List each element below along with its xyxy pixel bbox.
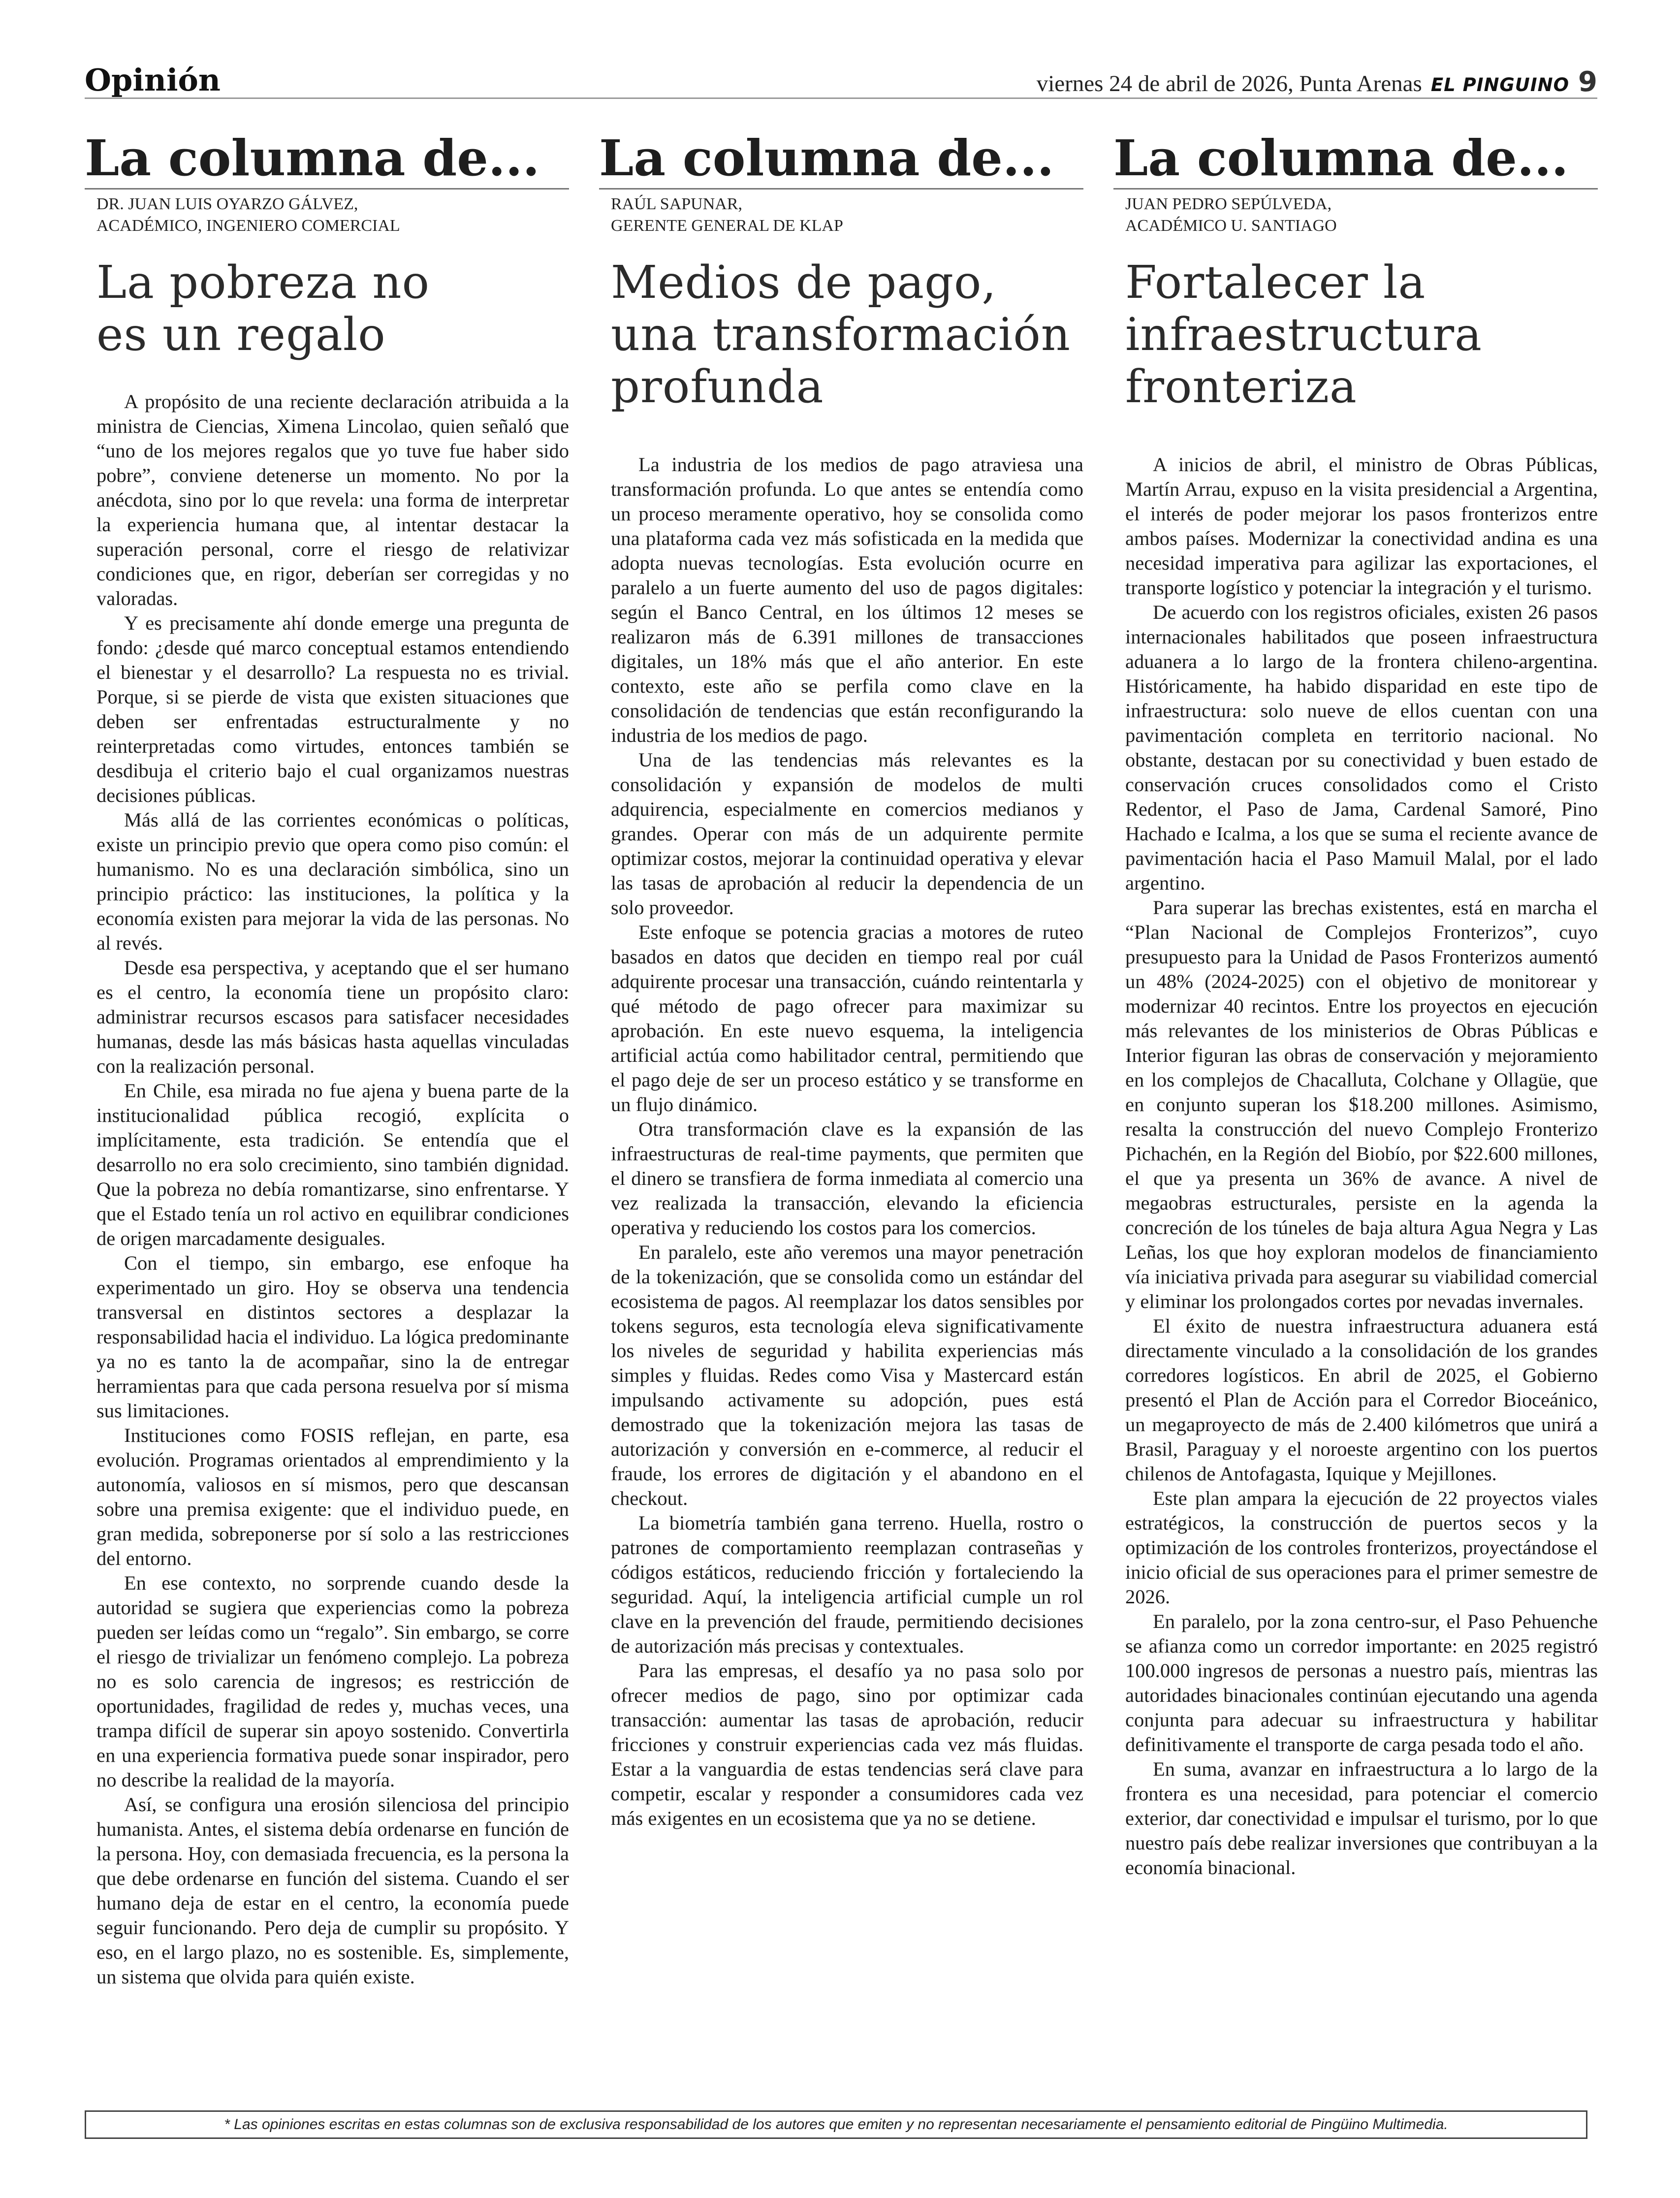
author-role: ACADÉMICO, INGENIERO COMERCIAL bbox=[96, 217, 400, 235]
header-meta bbox=[1037, 66, 1597, 98]
author-byline bbox=[96, 193, 569, 237]
title-line: Fortalecer la bbox=[1125, 256, 1426, 309]
paragraph: En Chile, esa mirada no fue ajena y buena parte de la institucionalidad pública recogió, explícita o implícitamente, esta tradición. Se entendía que el desarrollo no era solo crecimiento, sino también dignidad. Que la pobreza no debía romantizarse, sino enfrentarse. Y que el Estado tenía un rol activo en equilibrar condiciones de origen marcadamente desiguales. bbox=[96, 1080, 569, 1249]
title-line: una transformación bbox=[611, 308, 1071, 361]
paragraph: Este plan ampara la ejecución de 22 proyectos viales estratégicos, la construcción de puertos secos y la optimización de los controles fronterizos, proyectándose el inicio oficial de sus operaciones para el primer semestre de 2026. bbox=[1125, 1487, 1598, 1608]
title-line: es un regalo bbox=[96, 308, 386, 361]
paragraph: Con el tiempo, sin embargo, ese enfoque ha experimentado un giro. Hoy se observa una tendencia transversal en distintos sectores a desplazar la responsabilidad hacia el individuo. La lógica predominante ya no es tanto la de acompañar, sino la de entregar herramientas para que cada persona resuelva por sí misma sus limitaciones. bbox=[96, 1252, 569, 1422]
paragraph: Otra transformación clave es la expansión de las infraestructuras de real-time payments, que permiten que el dinero se transfiera de forma inmediata al comercio una vez realizada la transacción, elevando la eficiencia operativa y reduciendo los costos para los comercios. bbox=[611, 1118, 1083, 1239]
newspaper-logo: EL PINGUINO bbox=[1430, 74, 1570, 96]
article-title bbox=[96, 256, 569, 361]
paragraph: La industria de los medios de pago atraviesa una transformación profunda. Lo que antes se entendía como un proceso meramente operativo, hoy se consolida como una plataforma cada vez más sofisticada en la medida que adopta nuevas tecnologías. Esta evolución ocurre en paralelo a un fuerte aumento del uso de pagos digitales: según el Banco Central, en los últimos 12 meses se realizaron más de 6.391 millones de transacciones digitales, un 18% más que el año anterior. En este contexto, este año se perfila como clave en la consolidación de tendencias que están reconfigurando la industria de los medios de pago. bbox=[611, 453, 1083, 746]
section-title: Opinión bbox=[85, 62, 221, 98]
column-label: La columna de... bbox=[599, 129, 1083, 190]
article-title bbox=[611, 256, 1083, 413]
paragraph: El éxito de nuestra infraestructura aduanera está directamente vinculado a la consolidación de los grandes corredores logísticos. En abril de 2025, el Gobierno presentó el Plan de Acción para el Corredor Bioceánico, un megaproyecto de más de 2.400 kilómetros que unirá a Brasil, Paraguay y el noroeste argentino con los puertos chilenos de Antofagasta, Iquique y Mejillones. bbox=[1125, 1315, 1598, 1485]
title-line: fronteriza bbox=[1125, 360, 1357, 413]
paragraph: Este enfoque se potencia gracias a motores de ruteo basados en datos que deciden en tiempo real por cuál adquirente procesar una transacción, cuándo reintentarla y qué método de pago ofrecer para maximizar su aprobación. En este nuevo esquema, la inteligencia artificial actúa como habilitador central, permitiendo que el pago deje de ser un proceso estático y se transforme en un flujo dinámico. bbox=[611, 921, 1083, 1115]
article-body bbox=[1125, 452, 1598, 1880]
column-label: La columna de... bbox=[1113, 129, 1598, 190]
opinion-column-2 bbox=[599, 129, 1083, 1831]
paragraph: Una de las tendencias más relevantes es la consolidación y expansión de modelos de multi adquirencia, especialmente en comercios medianos y grandes. Operar con más de un adquirente permite optimizar costos, mejorar la continuidad operativa y elevar las tasas de aprobación al reducir la dependencia de un solo proveedor. bbox=[611, 749, 1083, 919]
paragraph: Y es precisamente ahí donde emerge una pregunta de fondo: ¿desde qué marco conceptual estamos entendiendo el bienestar y el desarrollo? La respuesta no es trivial. Porque, si se pierde de vista que existen situaciones que deben ser enfrentadas estructuralmente y no reinterpretadas como virtudes, entonces también se desdibuja el criterio bajo el cual organizamos nuestras decisiones públicas. bbox=[96, 612, 569, 806]
title-line: Medios de pago, bbox=[611, 256, 997, 309]
paragraph: Desde esa perspectiva, y aceptando que el ser humano es el centro, la economía tiene un propósito claro: administrar recursos escasos para satisfacer necesidades humanas, desde las más básicas hasta aquellas vinculadas con la realización personal. bbox=[96, 956, 569, 1077]
title-line: infraestructura bbox=[1125, 308, 1482, 361]
column-label: La columna de... bbox=[85, 129, 569, 190]
opinion-column-1 bbox=[85, 129, 569, 1989]
paragraph: La biometría también gana terreno. Huella, rostro o patrones de comportamiento reemplazan contraseñas y códigos estáticos, reduciendo fricción y fortaleciendo la seguridad. Aquí, la inteligencia artificial cumple un rol clave en la prevención del fraude, permitiendo decisiones de autorización más precisas y contextuales. bbox=[611, 1512, 1083, 1657]
paragraph: En paralelo, por la zona centro-sur, el Paso Pehuenche se afianza como un corredor importante: en 2025 registró 100.000 ingresos de personas a nuestro país, mientras las autoridades binacionales continúan ejecutando una agenda conjunta para adecuar su infraestructura y habilitar definitivamente el transporte de carga pesada todo el año. bbox=[1125, 1610, 1598, 1755]
author-byline bbox=[1125, 193, 1598, 237]
paragraph: En ese contexto, no sorprende cuando desde la autoridad se sugiera que experiencias como la pobreza pueden ser leídas como un “regalo”. Sin embargo, se corre el riesgo de trivializar un fenómeno complejo. La pobreza no es solo carencia de ingresos; es restricción de oportunidades, fragilidad de redes y, muchas veces, una trampa difícil de superar sin apoyo sostenido. Convertirla en una experiencia formativa puede sonar inspirador, pero no describe la realidad de la mayoría. bbox=[96, 1572, 569, 1791]
title-line: profunda bbox=[611, 360, 824, 413]
article-body bbox=[611, 452, 1083, 1831]
paragraph: Para las empresas, el desafío ya no pasa solo por ofrecer medios de pago, sino por optimizar cada transacción: aumentar las tasas de aprobación, reducir fricciones y construir experiencias cada vez más fluidas. Estar a la vanguardia de estas tendencias será clave para competir, escalar y responder a consumidores cada vez más exigentes en un ecosistema que ya no se detiene. bbox=[611, 1659, 1083, 1829]
page-number: 9 bbox=[1578, 66, 1597, 98]
author-name: JUAN PEDRO SEPÚLVEDA, bbox=[1125, 195, 1332, 213]
author-byline bbox=[611, 193, 1083, 237]
paragraph: En paralelo, este año veremos una mayor penetración de la tokenización, que se consolida como un estándar del ecosistema de pagos. Al reemplazar los datos sensibles por tokens seguros, esta tecnología eleva significativamente los niveles de seguridad y habilita experiencias más simples y fluidas. Redes como Visa y Mastercard están impulsando activamente su adopción, pues está demostrado que la tokenización mejora las tasas de autorización y conversión en e-commerce, al reducir el fraude, los errores de digitación y el abandono en el checkout. bbox=[611, 1241, 1083, 1509]
paragraph: De acuerdo con los registros oficiales, existen 26 pasos internacionales habilitados que poseen infraestructura aduanera a lo largo de la frontera chileno-argentina. Históricamente, ha habido disparidad en este tipo de infraestructura: solo nueve de ellos cuentan con una pavimentación completa en territorio nacional. No obstante, destacan por su conectividad y buen estado de conservación cruces consolidados como el Cristo Redentor, el Paso de Jama, Cardenal Samoré, Pino Hachado e Icalma, a los que se suma el reciente avance de pavimentación hacia el Paso Mamuil Malal, por el lado argentino. bbox=[1125, 601, 1598, 894]
paragraph: A inicios de abril, el ministro de Obras Públicas, Martín Arrau, expuso en la visita presidencial a Argentina, el interés de poder mejorar los pasos fronterizos entre ambos países. Modernizar la conectividad andina es una necesidad imperativa para agilizar las exportaciones, el transporte logístico y potenciar la integración y el turismo. bbox=[1125, 453, 1598, 599]
article-title bbox=[1125, 256, 1598, 413]
opinion-column-3 bbox=[1113, 129, 1598, 1880]
paragraph: En suma, avanzar en infraestructura a lo largo de la frontera es una necesidad, para potenciar el comercio exterior, dar conectividad e impulsar el turismo, por lo que nuestro país debe realizar inversiones que contribuyan a la economía binacional. bbox=[1125, 1758, 1598, 1879]
editorial-disclaimer: * Las opiniones escritas en estas columnas son de exclusiva responsabilidad de los autores que emiten y no representan necesariamente el pensamiento editorial de Pingüino Multimedia. bbox=[85, 2110, 1587, 2139]
author-role: GERENTE GENERAL DE KLAP bbox=[611, 217, 843, 235]
paragraph: Para superar las brechas existentes, está en marcha el “Plan Nacional de Complejos Fronterizos”, cuyo presupuesto para la Unidad de Pasos Fronterizos aumentó un 48% (2024-2025) con el objetivo de monitorear y modernizar 40 recintos. Entre los proyectos en ejecución más relevantes de los ministerios de Obras Públicas e Interior figuran las obras de conservación y mejoramiento en los complejos de Chacalluta, Colchane y Ollagüe, que en conjunto superan los $18.200 millones. Asimismo, resalta la construcción del nuevo Complejo Fronterizo Pichachén, en la Región del Biobío, por $22.600 millones, el que ya presenta un 36% de avance. A nivel de megaobras estructurales, persiste en la agenda la concreción de los túneles de baja altura Agua Negra y Las Leñas, los que hoy exploran modelos de financiamiento vía iniciativa privada para asegurar su viabilidad comercial y eliminar los prolongados cortes por nevadas invernales. bbox=[1125, 896, 1598, 1312]
paragraph: Instituciones como FOSIS reflejan, en parte, esa evolución. Programas orientados al emprendimiento y la autonomía, valiosos en sí mismos, pero que descansan sobre una premisa exigente: que el individuo puede, en gran medida, sobreponerse por sí solo a las restricciones del entorno. bbox=[96, 1424, 569, 1569]
author-role: ACADÉMICO U. SANTIAGO bbox=[1125, 217, 1337, 235]
dateline: viernes 24 de abril de 2026, Punta Arenas bbox=[1036, 71, 1422, 96]
title-line: La pobreza no bbox=[96, 256, 430, 309]
page-header bbox=[85, 63, 1597, 99]
article-body bbox=[96, 389, 569, 1989]
author-name: DR. JUAN LUIS OYARZO GÁLVEZ, bbox=[96, 195, 358, 213]
paragraph: Más allá de las corrientes económicas o políticas, existe un principio previo que opera como piso común: el humanismo. No es una declaración simbólica, sino un principio práctico: las instituciones, la política y la economía existen para mejorar la vida de las personas. No al revés. bbox=[96, 809, 569, 954]
paragraph: Así, se configura una erosión silenciosa del principio humanista. Antes, el sistema debía ordenarse en función de la persona. Hoy, con demasiada frecuencia, es la persona la que debe ordenarse en función del sistema. Cuando el ser humano deja de estar en el centro, la economía puede seguir funcionando. Pero deja de cumplir su propósito. Y eso, en el largo plazo, no es sostenible. Es, simplemente, un sistema que olvida para quién existe. bbox=[96, 1793, 569, 1988]
paragraph: A propósito de una reciente declaración atribuida a la ministra de Ciencias, Ximena Lincolao, quien señaló que “uno de los mejores regalos que yo tuve fue haber sido pobre”, conviene detenerse un momento. No por la anécdota, sino por lo que revela: una forma de interpretar la experiencia humana que, al intentar destacar la superación personal, corre el riesgo de relativizar condiciones que, en rigor, deberían ser corregidas y no valoradas. bbox=[96, 390, 569, 609]
author-name: RAÚL SAPUNAR, bbox=[611, 195, 743, 213]
